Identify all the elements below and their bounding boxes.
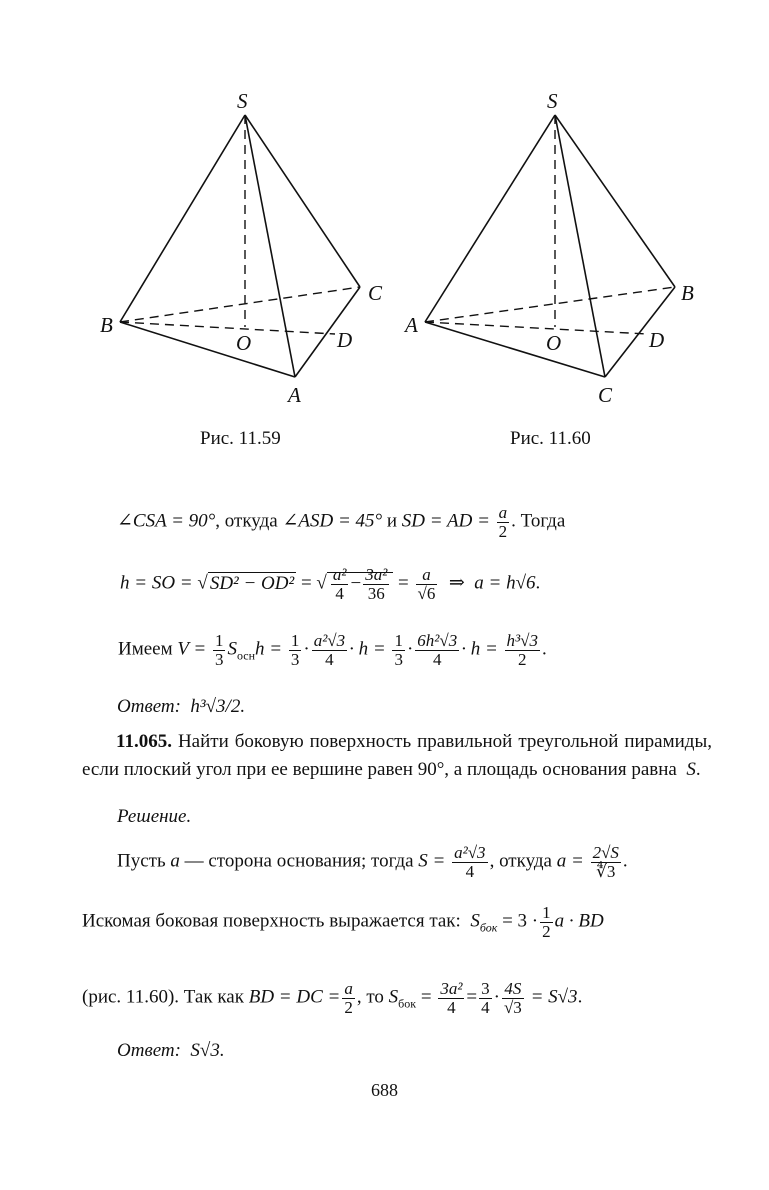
fraction: $\frac{a}{2}$ xyxy=(498,503,508,541)
figure-11-59 xyxy=(100,80,400,410)
problem-11-065: 11.065. Найти боковую поверхность правильной треугольной пирамиды, если плоский угол при ее вершине равен 90°, а площадь основания равна S. xyxy=(82,731,712,780)
label-b: B xyxy=(681,281,694,305)
label-d: D xyxy=(649,328,665,352)
label-b: B xyxy=(100,313,113,337)
label-c: C xyxy=(368,281,383,305)
formula-line-1: ∠CSA = 90°, откуда ∠ASD = 45° и SD = AD = $\frac{a}{2}$ . Тогда xyxy=(117,503,566,541)
label-a: A xyxy=(405,313,418,337)
formula-line-3: Имеем V = $\frac{1}{3}$ $S_{осн}h$ = $\frac{1}{3}$ · $\frac{\text{a²√3}}{4}$ · h = $\frac{1}{3}$ · $\frac{\text{6h²√3}}{4}$ · h = $\frac{\text{h³√3}}{2}$ . xyxy=(118,631,547,669)
formula-line-2: h = SO = √ SD² − OD² = √ $\frac{\text{a²}}{4}$ − $\frac{\text{3a²}}{36}$ = $\frac{a}{√6}$ ⇒ a = h√6. xyxy=(120,565,541,603)
label-d: D xyxy=(337,328,353,352)
caption-11-60: Рис. 11.60 xyxy=(510,428,591,449)
label-o: O xyxy=(236,331,252,355)
figure-11-60 xyxy=(400,80,700,410)
label-s: S xyxy=(237,89,248,113)
formula-line-7: (рис. 11.60). Так как BD = DC = $\frac{a}{2}$ , то $S_{бок}$ = $\frac{\text{3a²}}{4}$ = $\frac{3}{4}$ · $\frac{4S}{√3}$ = S√3. xyxy=(82,979,583,1017)
answer-1: Ответ: h³√3/2. xyxy=(117,696,246,717)
answer-2: Ответ: S√3. xyxy=(117,1040,225,1061)
label-c: C xyxy=(598,383,613,407)
formula-line-6: Искомая боковая поверхность выражается так: $S_{бок} = 3$ · $\frac{1}{2}$ a · BD xyxy=(82,903,604,941)
solution-label: Решение. xyxy=(117,806,192,827)
label-s: S xyxy=(547,89,558,113)
label-a: A xyxy=(288,383,301,407)
label-o: O xyxy=(546,331,562,355)
formula-line-5: Пусть a — сторона основания; тогда S = $\frac{\text{a²√3}}{4}$ , откуда a = $\frac{2√S}{∜3}$ . xyxy=(117,843,628,881)
caption-11-59: Рис. 11.59 xyxy=(200,428,281,449)
page-number: 688 xyxy=(371,1080,398,1100)
